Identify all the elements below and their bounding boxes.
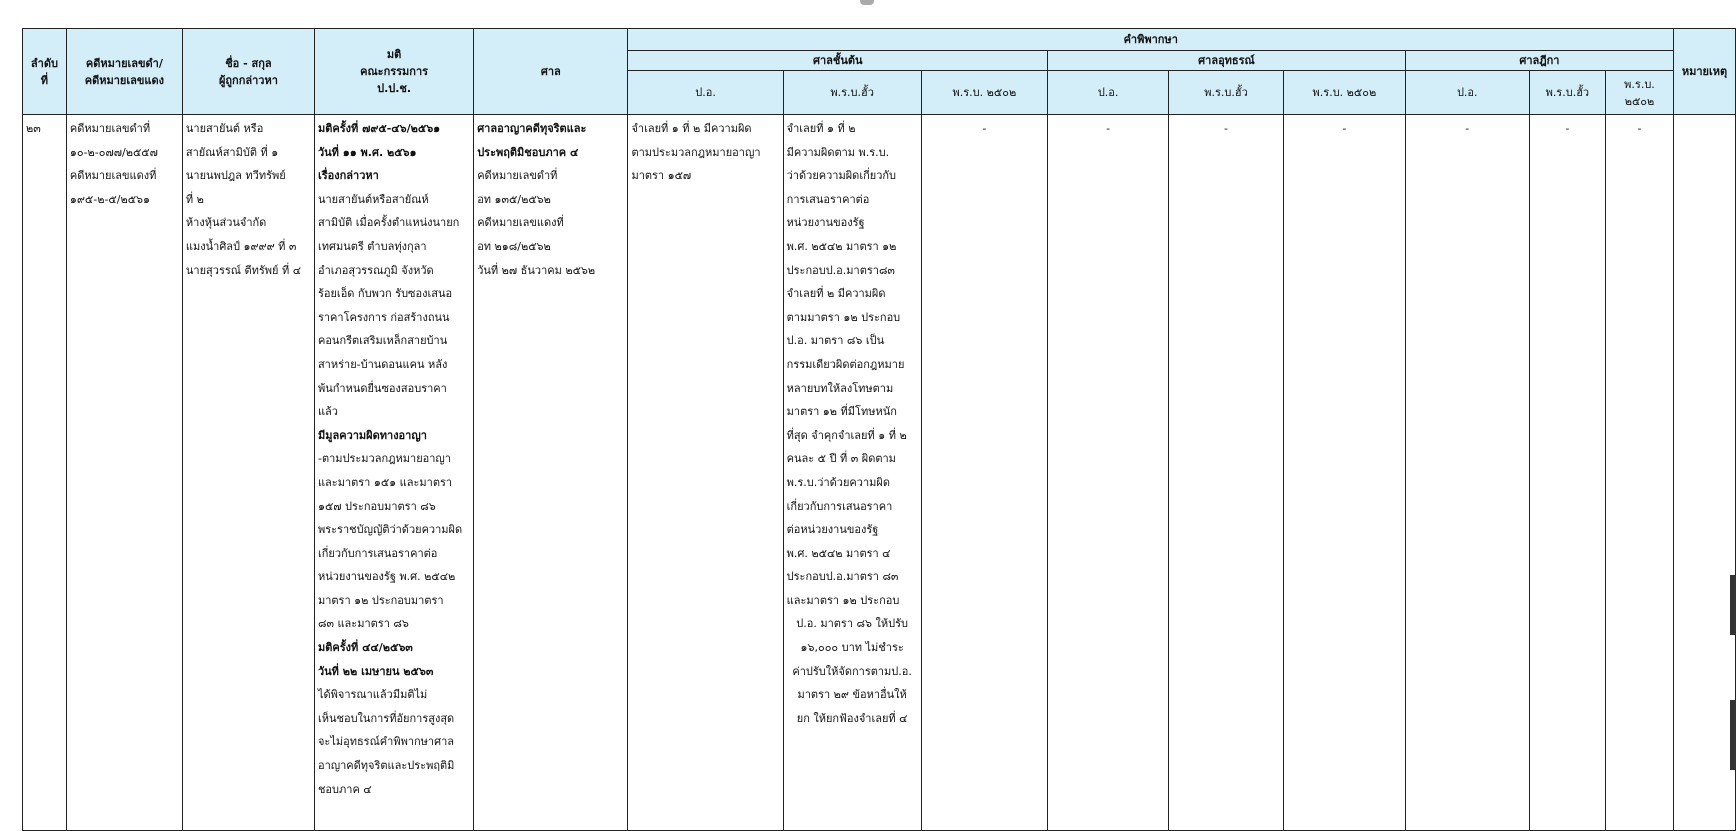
cell-appeal-2502: -: [1283, 115, 1405, 831]
header-court-first: ศาลชั้นต้น: [628, 51, 1048, 71]
text-line: นายนพปฎล ทวีทรัพย์: [185, 169, 286, 183]
text-line: ได้พิจารณาแล้วมีมติไม่: [317, 688, 428, 702]
text-line: แมงน้ำศิลป์ ๑๙๙๙ ที่ ๓: [185, 239, 297, 253]
header-court: ศาล: [474, 29, 628, 115]
cell-appeal-hua: -: [1169, 115, 1284, 831]
header-case-no: คดีหมายเลขดำ/ คดีหมายเลขแดง: [66, 29, 182, 115]
text-line: นายสายันต์ หรือ: [185, 122, 264, 135]
text-line: อท ๑๓๕/๒๕๖๒: [477, 192, 551, 206]
text-line: ราคาโครงการ ก่อสร้างถนน: [317, 310, 450, 324]
text-line: จำเลยที่ ๑ ที่ ๒: [786, 122, 856, 135]
judgment-table: [22, 28, 1736, 831]
text-line: มติครั้งที่ ๔๔/๒๕๖๓: [317, 641, 413, 655]
cell-supreme-hua: -: [1529, 115, 1605, 831]
text-line: มติครั้งที่ ๗๙๕-๔๖/๒๕๖๑: [317, 122, 441, 135]
text-line: ยก ให้ยกฟ้องจำเลยที่ ๔: [796, 711, 908, 725]
cell-appeal-pa: -: [1048, 115, 1169, 831]
text-line: ต่อหน่วยงานของรัฐ: [786, 523, 879, 537]
text-line: เกี่ยวกับการเสนอราคา: [786, 499, 893, 513]
text-line: ป.อ. มาตรา ๘๖ ให้ปรับ: [796, 617, 908, 631]
text-line: ศาลอาญาคดีทุจริตและ: [477, 122, 587, 135]
text-line: ว่าด้วยความผิดเกี่ยวกับ: [786, 169, 897, 183]
text-line: สาหร่าย-บ้านดอนแคน หลัง: [317, 357, 448, 371]
text-line: ค่าปรับให้จัดการตามป.อ.: [792, 664, 912, 678]
text-line: กรรมเดียวผิดต่อกฎหมาย: [786, 357, 905, 371]
header-seq: ลำดับ ที่: [23, 29, 67, 115]
text-line: เรื่องกล่าวหา: [317, 169, 379, 183]
page-edge-mark: [860, 0, 874, 5]
header-sub: พ.ร.บ.ฮั้ว: [783, 71, 921, 115]
header-court-supreme: ศาลฎีกา: [1405, 51, 1673, 71]
text-line: มาตรา ๑๕๗: [631, 169, 692, 183]
text-line: และมาตรา ๑๕๑ และมาตรา: [317, 475, 453, 489]
text-line: อำเภอสุวรรณภูมิ จังหวัด: [317, 263, 434, 277]
text-line: มาตรา ๒๙ ข้อหาอื่นให้: [797, 688, 907, 702]
text-line: วันที่ ๒๒ เมษายน ๒๕๖๓: [317, 664, 434, 678]
text-line: คดีหมายเลขดำที่: [69, 122, 151, 135]
text-line: คนละ ๕ ปี ที่ ๓ ผิดตาม: [786, 452, 896, 466]
text-line: คดีหมายเลขแดงที่: [69, 169, 157, 183]
text-line: หน่วยงานของรัฐ พ.ศ. ๒๕๔๒: [317, 570, 456, 584]
cell-supreme-2502: -: [1606, 115, 1674, 831]
text-line: นายสุวรรณ์ ตีทรัพย์ ที่ ๔: [185, 263, 302, 277]
text-line: ตามมาตรา ๑๒ ประกอบ: [786, 310, 901, 324]
text-line: คอนกรีตเสริมเหล็กสายบ้าน: [317, 334, 448, 348]
text-line: จำเลยที่ ๒ มีความผิด: [786, 287, 886, 301]
header-name: ชื่อ - สกุล ผู้ถูกกล่าวหา: [182, 29, 314, 115]
header-court-appeal: ศาลอุทธรณ์: [1048, 51, 1406, 71]
text-line: อท ๒๑๘/๒๕๖๒: [477, 239, 551, 253]
text-line: ๑๐-๒-๐๗๗/๒๕๕๗: [69, 145, 158, 159]
text-line: พระราชบัญญัติว่าด้วยความผิด: [317, 523, 463, 537]
text-line: เกี่ยวกับการเสนอราคาต่อ: [317, 546, 438, 560]
page-edge-mark: [1730, 700, 1736, 770]
cell-case-no: [66, 115, 182, 831]
text-line: ๑๖,๐๐๐ บาท ไม่ชำระ: [800, 641, 904, 655]
cell-name: [182, 115, 314, 831]
cell-court: [474, 115, 628, 831]
text-line: -ตามประมวลกฎหมายอาญา: [317, 452, 451, 466]
text-line: ประกอบป.อ.มาตรา ๘๓: [786, 570, 899, 584]
text-line: ตามประมวลกฎหมายอาญา: [631, 145, 761, 159]
text-line: วันที่ ๒๗ ธันวาคม ๒๕๖๒: [477, 263, 596, 277]
text-line: ชอบภาค ๔: [317, 782, 372, 796]
header-sub: พ.ร.บ. ๒๕๐๒: [921, 71, 1047, 115]
text-line: คดีหมายเลขดำที่: [477, 169, 558, 183]
text-line: ที่ ๒: [185, 192, 204, 206]
header-sub: พ.ร.บ. ๒๕๐๒: [1283, 71, 1405, 115]
text-line: แล้ว: [317, 405, 338, 419]
text-line: จำเลยที่ ๑ ที่ ๒ มีความผิด: [631, 122, 752, 135]
page-edge-mark: [1730, 575, 1736, 635]
text-line: ๑๙๕-๒-๕/๒๕๖๑: [69, 192, 151, 206]
text-line: วันที่ ๑๑ พ.ศ. ๒๕๖๑: [317, 145, 417, 159]
text-line: ประพฤติมิชอบภาค ๔: [477, 145, 579, 159]
text-line: หน่วยงานของรัฐ: [786, 216, 865, 230]
text-line: มีมูลความผิดทางอาญา: [317, 428, 427, 442]
cell-first-pa: [628, 115, 783, 831]
cell-first-hua: [783, 115, 921, 831]
text-line: หลายบทให้ลงโทษตาม: [786, 381, 894, 395]
text-line: มาตรา ๑๒ ที่มีโทษหนัก: [786, 405, 897, 419]
text-line: มีความผิดตาม พ.ร.บ.: [786, 145, 890, 159]
text-line: ที่สุด จำคุกจำเลยที่ ๑ ที่ ๒: [786, 428, 907, 442]
text-line: และมาตรา ๑๒ ประกอบ: [786, 593, 900, 607]
header-resolution: มติ คณะกรรมการ ป.ป.ช.: [314, 29, 473, 115]
text-line: สายัณห์สามิบัติ ที่ ๑: [185, 145, 279, 159]
header-sub: พ.ร.บ.ฮั้ว: [1169, 71, 1284, 115]
text-line: พ.ศ. ๒๕๔๒ มาตรา ๑๒: [786, 239, 897, 253]
header-sub: ป.อ.: [1405, 71, 1529, 115]
cell-first-2502: -: [921, 115, 1047, 831]
text-line: พ้นกำหนดยื่นซองสอบราคา: [317, 381, 447, 395]
header-judgment: คำพิพากษา: [628, 29, 1674, 51]
text-line: อาญาคดีทุจริตและประพฤติมิ: [317, 759, 455, 773]
text-line: สามิบัติ เมื่อครั้งตำแหน่งนายก: [317, 216, 460, 230]
cell-resolution: [314, 115, 473, 831]
header-remark: หมายเหตุ: [1673, 29, 1735, 115]
text-line: ป.อ. มาตรา ๘๖ เป็น: [786, 334, 885, 348]
text-line: คดีหมายเลขแดงที่: [477, 216, 564, 230]
text-line: นายสายันต์หรือสายัณห์: [317, 192, 429, 206]
header-sub: พ.ร.บ. ๒๕๐๒: [1606, 71, 1674, 115]
text-line: พ.ร.บ.ว่าด้วยความผิด: [786, 475, 890, 489]
text-line: ร้อยเอ็ด กับพวก รับซองเสนอ: [317, 287, 453, 301]
header-sub: พ.ร.บ.ฮั้ว: [1529, 71, 1605, 115]
text-line: ๘๓ และมาตรา ๘๖: [317, 617, 409, 631]
text-line: เทศมนตรี ตำบลทุ่งกุลา: [317, 239, 427, 253]
text-line: มาตรา ๑๒ ประกอบมาตรา: [317, 593, 444, 607]
text-line: จะไม่อุทธรณ์คำพิพากษาศาล: [317, 735, 454, 749]
text-line: ห้างหุ้นส่วนจำกัด: [185, 216, 267, 230]
header-sub: ป.อ.: [1048, 71, 1169, 115]
header-sub: ป.อ.: [628, 71, 783, 115]
text-line: ๑๕๗ ประกอบมาตรา ๘๖: [317, 499, 436, 513]
cell-seq: ๒๓: [23, 115, 67, 831]
text-line: พ.ศ. ๒๕๔๒ มาตรา ๔: [786, 546, 891, 560]
text-line: เห็นชอบในการที่อัยการสูงสุด: [317, 711, 455, 725]
text-line: ประกอบป.อ.มาตรา๘๓: [786, 263, 895, 277]
cell-supreme-pa: -: [1405, 115, 1529, 831]
cell-remark: [1673, 115, 1735, 831]
text-line: การเสนอราคาต่อ: [786, 192, 870, 206]
